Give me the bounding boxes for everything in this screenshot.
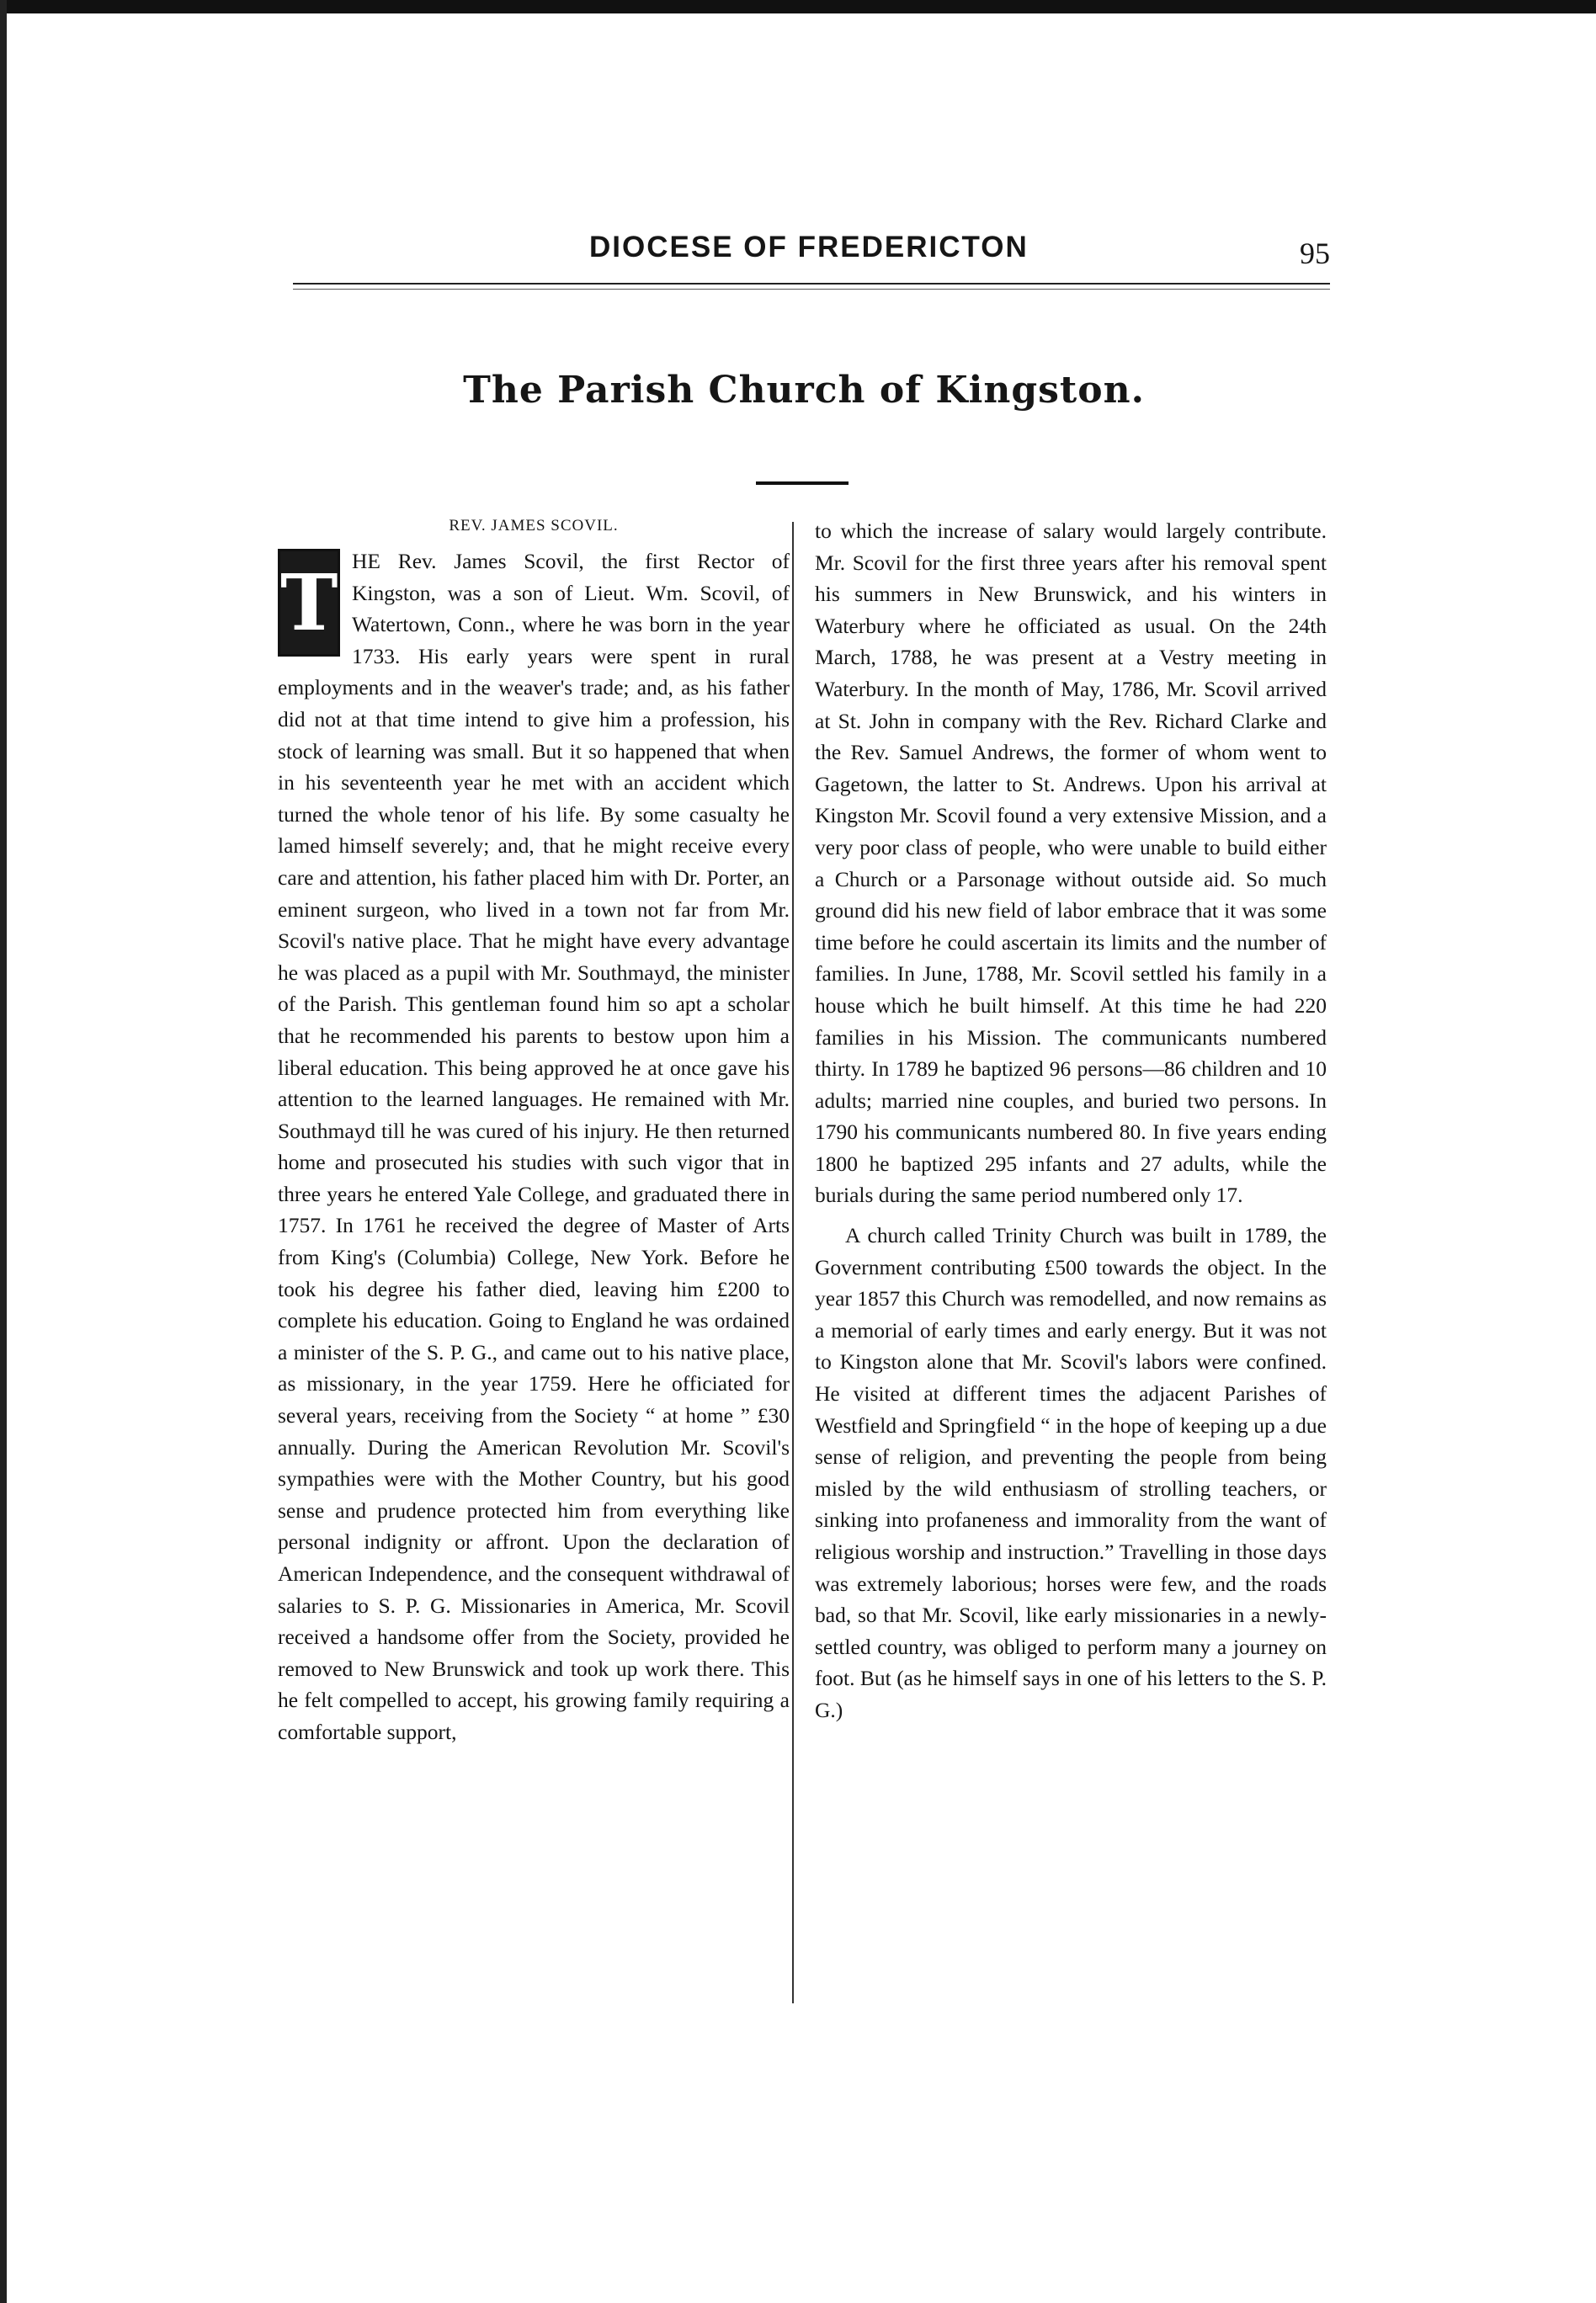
left-column-text: HE Rev. James Scovil, the first Rector of Kingston, was a son of Lieut. Wm. Scovil, of Watertown, Conn., where he was born in the year 1733. His early years were spent in rural employments and in the weaver's trade; and, as his father did not at that time intend to give him a profession, his stock of learning was small. But it so happened that when in his seventeenth year he met with an accident which turned the whole tenor of his life. By some casualty he lamed himself severely; and, that he might receive every care and attention, his father placed him with Dr. Porter, an eminent surgeon, who lived in a town not far from Mr. Scovil's native place. That he might have every advantage he was placed as a pupil with Mr. Southmayd, the minister of the Parish. This gentleman found him so apt a scholar that he recommended his parents to bestow upon him a liberal education. This being approved he at once gave his attention to the learned languages. He remained with Mr. Southmayd till he was cured of his injury. He then returned home and prosecuted his studies with such vigor that in three years he entered Yale College, and graduated there in 1757. In 1761 he received the degree of Master of Arts from King's (Columbia) College, New York. Before he took his degree his father died, leaving him £200 to complete his education. Going to England he was ordained a minister of the S. P. G., and came out to his native place, as missionary, in the year 1759. Here he officiated for several years, receiving from the Society “ at home ” £30 annually. During the American Revolution Mr. Scovil's sympathies were with the Mother Country, but his good sense and prudence protected him from everything like personal indignity or affront. Upon the declaration of American Independence, and the consequent withdrawal of salaries to S. P. G. Missionaries in America, Mr. Scovil received a handsome offer from the Society, provided he removed to New Brunswick and took up work there. This he felt compelled to accept, his growing family requiring a comfortable support, — [278, 549, 790, 1744]
scan-border-top — [0, 0, 1596, 13]
page-number: 95 — [1300, 237, 1330, 270]
article-title: The Parish Church of Kingston. — [463, 369, 1145, 412]
column-divider — [792, 522, 794, 2003]
title-divider — [756, 481, 849, 485]
paragraph-gap — [815, 1211, 1327, 1220]
right-column-paragraph-2: A church called Trinity Church was built in 1789, the Government contributing £500 towards the object. In the year 1857 this Church was remodelled, and now remains as a memorial of early times and early energy. But it was not to Kingston alone that Mr. Scovil's labors were confined. He visited at different times the adjacent Parishes of Westfield and Springfield “ in the hope of keeping up a due sense of religion, and preventing the people from being misled by the wild enthusiasm of strolling teachers, or sinking into profaneness and immorality from the want of religious worship and instruction.” Travelling in those days was extremely laborious; horses were few, and the roads bad, so that Mr. Scovil, like early missionaries in a newly-settled country, was obliged to perform many a journey on foot. But (as he himself says in one of his letters to the S. P. G.) — [815, 1223, 1327, 1722]
page-header — [278, 226, 1330, 276]
running-head: DIOCESE OF FREDERICTON — [589, 231, 1029, 263]
header-rule-thick — [293, 283, 1330, 285]
header-rule-thin — [293, 289, 1330, 290]
section-subhead: REV. JAMES SCOVIL. — [449, 517, 619, 535]
left-column — [278, 515, 790, 1748]
scan-border-left — [0, 0, 7, 2303]
header-rule — [293, 283, 1330, 294]
right-column-paragraph-1: to which the increase of salary would largely contribute. Mr. Scovil for the first three years after his removal spent his summers in New Brunswick, and his winters in Waterbury where he officiated as usual. On the 24th March, 1788, he was present at a Vestry meeting in Waterbury. In the month of May, 1786, Mr. Scovil arrived at St. John in company with the Rev. Richard Clarke and the Rev. Samuel Andrews, the former of whom went to Gagetown, the latter to St. Andrews. Upon his arrival at Kingston Mr. Scovil found a very extensive Mission, and a very poor class of people, who were unable to build either a Church or a Parsonage without outside aid. So much ground did his new field of labor embrace that it was some time before he could ascertain its limits and the number of families. In June, 1788, Mr. Scovil settled his family in a house which he built himself. At this time he had 220 families in his Mission. The communicants numbered thirty. In 1789 he baptized 96 persons—86 children and 10 adults; married nine couples, and buried two persons. In 1790 his communicants numbered 80. In five years ending 1800 he baptized 295 infants and 27 adults, while the burials during the same period numbered only 17. — [815, 519, 1327, 1208]
drop-cap-initial: T — [278, 549, 340, 657]
right-column — [815, 515, 1327, 1726]
